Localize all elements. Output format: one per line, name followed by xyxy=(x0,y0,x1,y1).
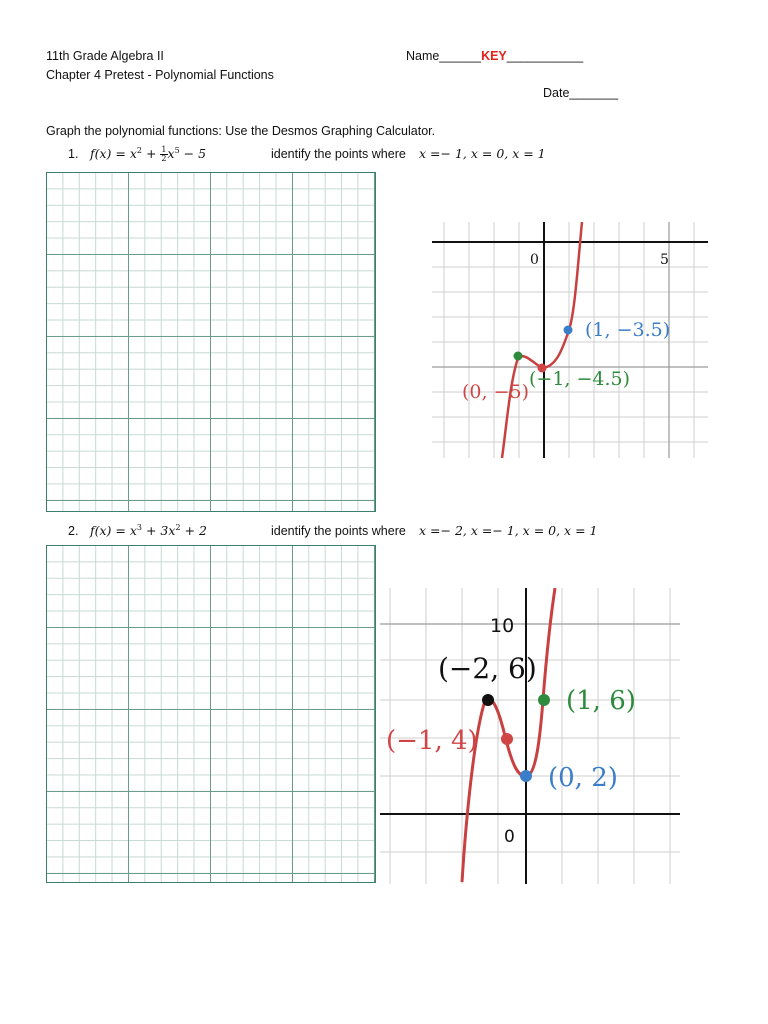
graph-2-label-1: (−2, 6) xyxy=(438,652,537,685)
problem-1-number: 1. xyxy=(68,147,79,161)
name-trail: ___________ xyxy=(506,49,584,63)
name-line xyxy=(406,49,583,64)
graph-2-point-3 xyxy=(501,733,513,745)
graph-2-point-1 xyxy=(482,694,494,706)
graph-1-tick-0: 0 xyxy=(530,252,539,268)
course-title: 11th Grade Algebra II xyxy=(46,49,164,63)
problem-1-function: $f(x) = x^2$ + $\frac{1}{2}$ $x^5 - 5$ xyxy=(90,145,207,164)
graph-1-tick-5: 5 xyxy=(660,252,669,268)
problem-2-identify-label: identify the points where xyxy=(271,524,406,538)
graph-2-tick-10: 10 xyxy=(490,615,515,637)
name-label: Name______ xyxy=(406,49,482,63)
desmos-graph-1 xyxy=(432,222,708,458)
problem-2-number: 2. xyxy=(68,524,79,538)
name-value: KEY xyxy=(481,49,507,63)
graph-2-label-3: (−1, 4) xyxy=(386,726,478,756)
graph-1-label-3: (0, −5) xyxy=(462,381,530,403)
graph-1-label-1: (1, −3.5) xyxy=(585,319,671,341)
problem-1-identify-label: identify the points where xyxy=(271,147,406,161)
graph-2-tick-0: 0 xyxy=(504,827,515,847)
desmos-graph-2 xyxy=(380,588,680,884)
chapter-title: Chapter 4 Pretest - Polynomial Functions xyxy=(46,68,274,82)
graph-1-point-2 xyxy=(514,352,523,361)
problem-2-identify-values: x =− 2, x =− 1, x = 0, x = 1 xyxy=(419,523,598,538)
graph-1-label-2: (−1, −4.5) xyxy=(529,368,631,390)
graph-1-curve xyxy=(502,222,582,458)
graph-2-point-4 xyxy=(520,770,532,782)
problem-1-identify-values: x =− 1, x = 0, x = 1 xyxy=(419,146,546,161)
graph-paper-2 xyxy=(46,545,376,883)
instructions: Graph the polynomial functions: Use the Desmos Graphing Calculator. xyxy=(46,124,436,138)
problem-2-function: $f(x) = x^3 + 3x^2 + 2$ xyxy=(90,523,207,539)
date-line: Date_______ xyxy=(543,86,619,100)
graph-2-label-2: (1, 6) xyxy=(566,686,636,716)
problem-2-function-prefix: f(x) = x xyxy=(90,523,137,539)
problem-1-function-prefix: f(x) = x xyxy=(90,146,137,162)
half-fraction: $\frac{1}{2}$ xyxy=(161,145,167,164)
graph-2-label-4: (0, 2) xyxy=(548,763,618,793)
graph-1-point-1 xyxy=(564,326,573,335)
graph-2-point-2 xyxy=(538,694,550,706)
graph-paper-1 xyxy=(46,172,376,512)
